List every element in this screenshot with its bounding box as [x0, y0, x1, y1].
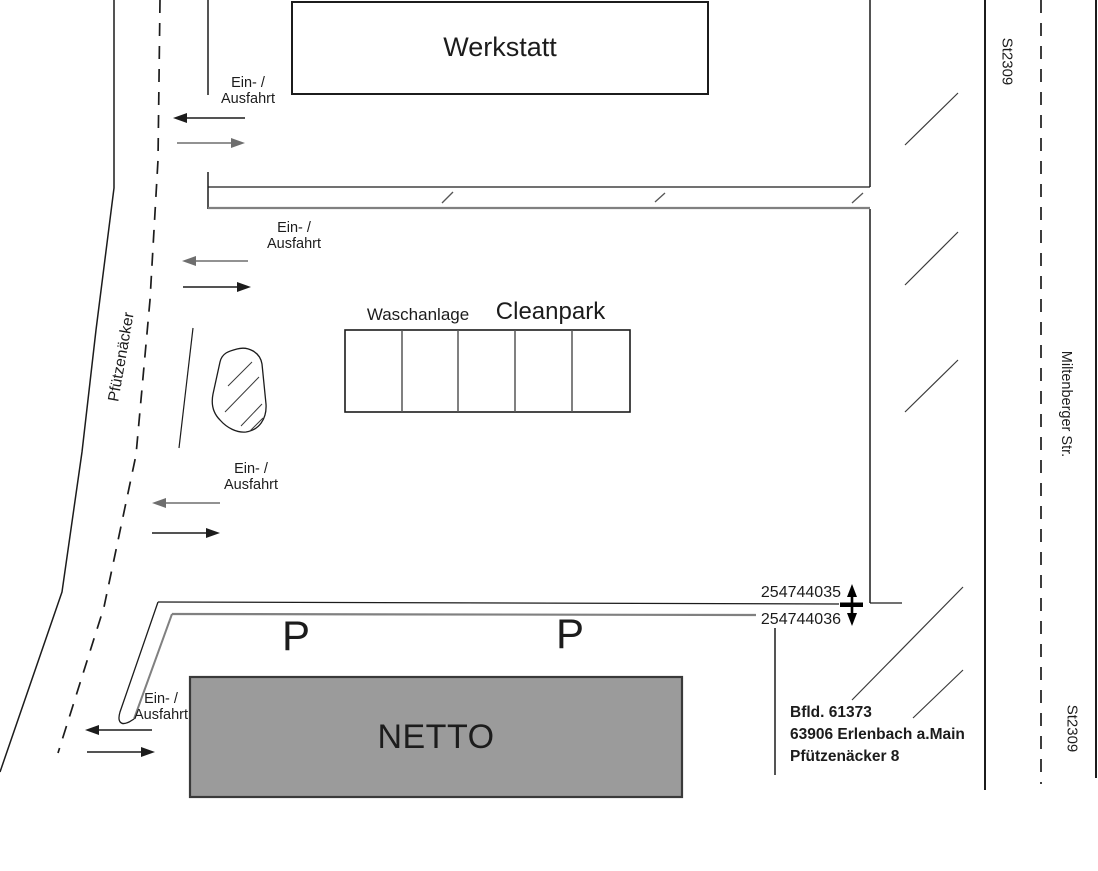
werkstatt-label: Werkstatt: [443, 32, 557, 62]
entrance-exit-line2: Ausfahrt: [224, 476, 278, 493]
green-island: [179, 328, 266, 448]
arrow-left-head: [173, 113, 187, 123]
netto-label: NETTO: [377, 717, 495, 756]
waschanlage-outline: [345, 330, 630, 412]
hatch-line: [905, 360, 958, 412]
entrance-exit-label-3: [206, 462, 296, 493]
street-pfuetzenaecker-lines: [0, 0, 160, 772]
arrow-left-head: [182, 256, 196, 266]
island-side-line: [179, 328, 193, 448]
parcel-number-bottom: 254744036: [760, 611, 841, 628]
arrow-right-head: [231, 138, 245, 148]
parcel-number-top: 254744035: [760, 584, 841, 601]
street-label-st2309-bottom: St2309: [1063, 704, 1081, 753]
entrance-2-arrows: [182, 256, 251, 292]
waschanlage-building: [345, 330, 630, 412]
hatch-line: [905, 93, 958, 145]
entrance-exit-label-1: [203, 76, 293, 107]
arrow-right-head: [237, 282, 251, 292]
island-hatch: [228, 362, 252, 386]
arrow-right-head: [141, 747, 155, 757]
road-tick: [442, 192, 453, 203]
marker-crossbar: [840, 603, 863, 608]
east-boundary: [870, 0, 902, 603]
street-label-miltenberger: Miltenberger Str.: [1058, 350, 1074, 458]
address-line3: Pfützenäcker 8: [790, 748, 900, 765]
address-block: [790, 702, 965, 768]
waschanlage-label: Waschanlage: [366, 305, 470, 324]
entrance-exit-line1: Ein- /: [231, 75, 265, 91]
street-label-st2309-top: St2309: [998, 37, 1016, 86]
marker-arrowhead-up: [847, 584, 857, 597]
road-top-edge: [158, 602, 839, 604]
island-outline: [212, 348, 266, 432]
parking-label-2: P: [555, 610, 584, 657]
street-west-edge-line: [0, 0, 114, 772]
road-bottom-edge: [172, 614, 756, 615]
address-line1: Bfld. 61373: [790, 704, 872, 721]
entrance-4-arrows: [85, 725, 155, 757]
boundary-marker-arrow: [840, 584, 863, 626]
arrow-left-head: [152, 498, 166, 508]
hatch-line: [852, 587, 963, 700]
marker-arrowhead-down: [847, 613, 857, 626]
arrow-left-head: [85, 725, 99, 735]
entrance-3-arrows: [152, 498, 220, 538]
entrance-1-arrows: [173, 113, 245, 148]
street-label-pfuetzenaecker: Pfützenäcker: [105, 310, 138, 403]
entrance-exit-label-4: [116, 692, 206, 723]
entrance-exit-line2: Ausfahrt: [134, 706, 188, 723]
entrance-exit-line1: Ein- /: [144, 691, 178, 707]
road-tick: [655, 193, 665, 202]
upper-road: [208, 172, 870, 209]
cleanpark-label: Cleanpark: [495, 298, 606, 325]
address-line2: 63906 Erlenbach a.Main: [790, 726, 965, 743]
entrance-exit-line1: Ein- /: [277, 220, 311, 236]
entrance-exit-line2: Ausfahrt: [221, 90, 275, 107]
island-hatch: [225, 377, 259, 412]
island-hatch: [250, 418, 263, 431]
parking-label-1: P: [281, 612, 310, 659]
road-tick: [852, 193, 863, 203]
entrance-exit-label-2: [249, 221, 339, 252]
entrance-exit-line1: Ein- /: [234, 461, 268, 477]
arrow-right-head: [206, 528, 220, 538]
entrance-exit-line2: Ausfahrt: [267, 235, 321, 252]
hatch-line: [905, 232, 958, 285]
street-miltenberger-lines: [985, 0, 1096, 790]
